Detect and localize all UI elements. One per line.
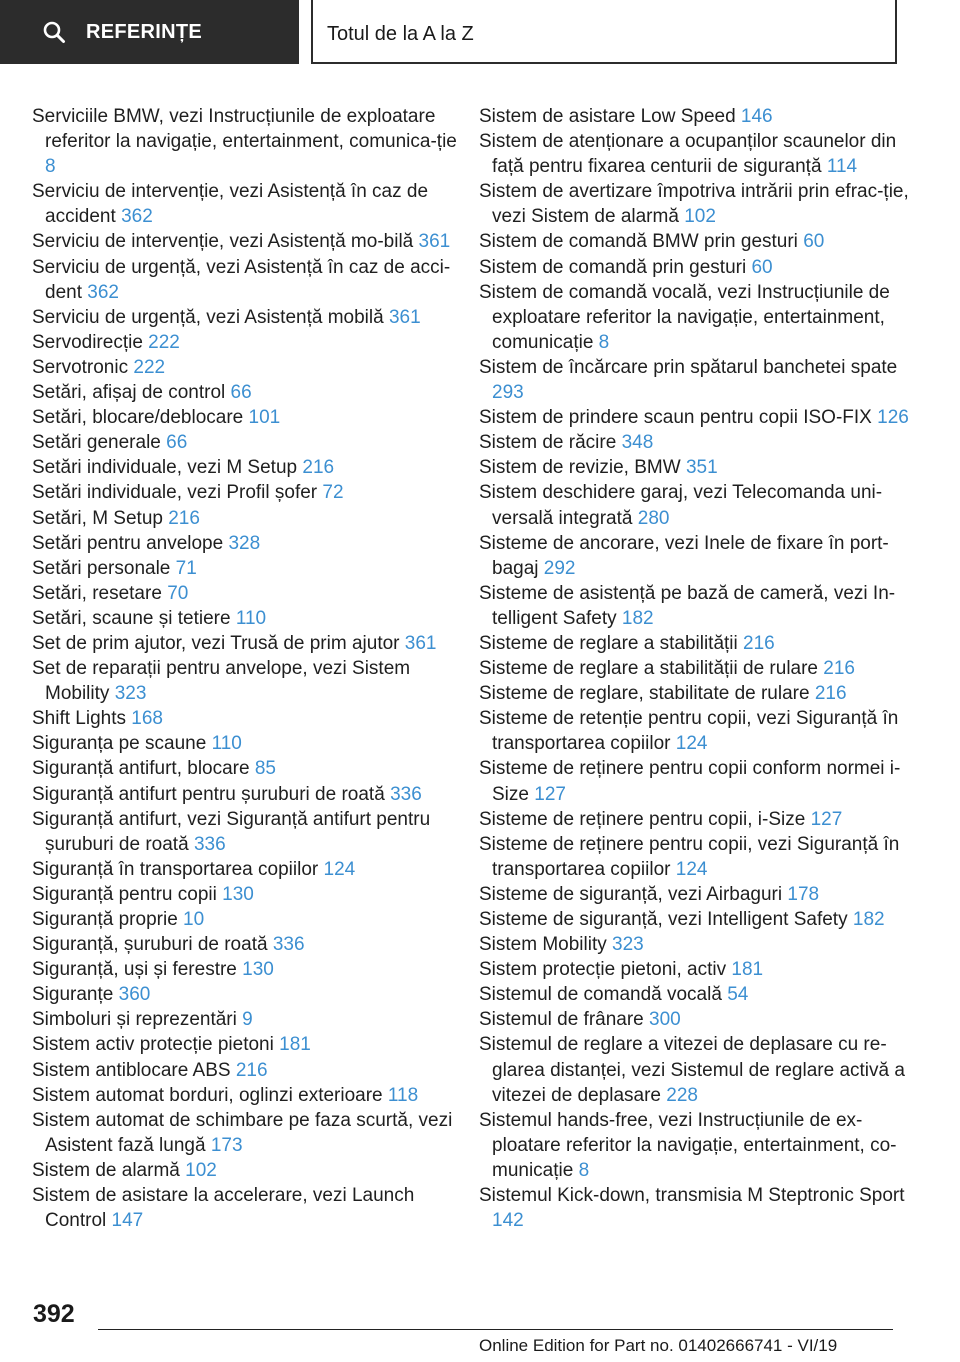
index-entry <box>479 280 909 355</box>
index-entry <box>479 480 909 530</box>
index-entry <box>479 706 909 756</box>
page-reference-link[interactable]: 182 <box>852 909 885 930</box>
page-reference-link[interactable]: 181 <box>279 1034 311 1056</box>
index-entry <box>479 882 909 907</box>
page-reference-link[interactable]: 85 <box>254 758 276 780</box>
page-reference-link[interactable]: 124 <box>675 858 708 880</box>
index-term: Sisteme de asistență pe bază de cameră, vezi In‐telligent Safety <box>479 582 896 629</box>
page-reference-link[interactable]: 222 <box>133 356 166 378</box>
index-term: Sistem de asistare la accelerare, vezi Launch Control <box>32 1185 415 1232</box>
index-entry <box>32 1158 462 1183</box>
page-reference-link[interactable]: 8 <box>45 156 56 178</box>
page-reference-link[interactable]: 66 <box>166 432 188 454</box>
page-reference-link[interactable]: 348 <box>621 432 654 454</box>
page-reference-link[interactable]: 110 <box>211 733 242 755</box>
index-term: Sisteme de siguranță, vezi Airbaguri <box>479 883 783 905</box>
index-entry <box>32 782 462 807</box>
index-term: Setări, scaune și tetiere <box>32 607 231 629</box>
index-term: Setări, afișaj de control <box>32 382 226 404</box>
page-reference-link[interactable]: 328 <box>228 532 261 554</box>
page-reference-link[interactable]: 293 <box>492 382 524 404</box>
page-reference-link[interactable]: 70 <box>167 582 189 604</box>
index-term: Siguranță, uși și ferestre <box>32 959 237 981</box>
search-icon <box>42 20 66 44</box>
page-reference-link[interactable]: 351 <box>685 457 718 479</box>
index-entry <box>32 882 462 907</box>
index-entry <box>32 531 462 556</box>
index-entry <box>32 556 462 581</box>
page-reference-link[interactable]: 114 <box>826 156 858 178</box>
page-reference-link[interactable]: 362 <box>87 281 119 303</box>
index-term: Sistem automat de schimbare pe faza scurtă, vezi Asistent fază lungă <box>32 1109 453 1156</box>
index-entry <box>479 631 909 656</box>
index-term: Siguranță pentru copii <box>32 883 217 905</box>
index-entry <box>479 656 909 681</box>
page-reference-link[interactable]: 168 <box>131 708 163 730</box>
index-term: Sistemul Kick-down, transmisia M Steptronic Sport <box>479 1185 905 1207</box>
index-term: Sisteme de reținere pentru copii, vezi Siguranță în transportarea copiilor <box>479 833 900 880</box>
page-reference-link[interactable]: 336 <box>390 783 422 805</box>
index-entry <box>32 857 462 882</box>
page-reference-link[interactable]: 72 <box>322 482 344 504</box>
index-entry <box>32 706 462 731</box>
index-term: Serviciu de urgență, vezi Asistență în caz de acci‐dent <box>32 256 451 303</box>
index-term: Siguranță antifurt, vezi Siguranță antifurt pentru șuruburi de roată <box>32 808 431 855</box>
index-term: Servotronic <box>32 356 129 378</box>
page-reference-link[interactable]: 146 <box>740 106 773 127</box>
page-reference-link[interactable]: 110 <box>235 607 267 629</box>
page-reference-link[interactable]: 216 <box>814 683 847 705</box>
page-reference-link[interactable]: 360 <box>118 984 151 1006</box>
index-entry <box>32 581 462 606</box>
index-term: Sistem Mobility <box>479 934 607 956</box>
index-term: Sistem de alarmă <box>32 1159 180 1181</box>
index-entry <box>32 480 462 505</box>
page-reference-link[interactable]: 178 <box>787 883 820 905</box>
index-term: Serviciu de intervenție, vezi Asistență în caz de accident <box>32 181 429 228</box>
index-term: Setări individuale, vezi M Setup <box>32 457 298 479</box>
index-term: Sistem de prindere scaun pentru copii ISO‐FIX <box>479 407 872 429</box>
index-term: Sistem deschidere garaj, vezi Telecomanda uni‐versală integrată <box>479 482 883 529</box>
page-reference-link[interactable]: 60 <box>751 256 773 278</box>
index-term: Sistem automat borduri, oglinzi exterioare <box>32 1084 383 1106</box>
index-entry <box>479 1183 909 1233</box>
index-term: Sistem de încărcare prin spătarul banchetei spate <box>479 356 898 378</box>
page-header <box>0 0 960 66</box>
index-term: Siguranță în transportarea copiilor <box>32 858 319 880</box>
index-term: Setări pentru anvelope <box>32 532 224 554</box>
index-term: Sistem de atenționare a ocupanților scaunelor din față pentru fixarea centurii de siguranță <box>479 131 897 178</box>
section-header <box>311 0 897 64</box>
index-entry <box>479 531 909 581</box>
index-entry <box>32 1108 462 1158</box>
index-entry <box>479 957 909 982</box>
index-term: Setări personale <box>32 557 171 579</box>
index-term: Siguranțe <box>32 984 114 1006</box>
index-term: Setări, M Setup <box>32 507 163 529</box>
index-term: Sistem de avertizare împotriva intrării prin efrac‐ție, vezi Sistem de alarmă <box>479 181 909 228</box>
page-reference-link[interactable]: 228 <box>666 1084 698 1106</box>
edition-note: Online Edition for Part no. 01402666741 - VI/19 <box>479 1336 838 1355</box>
index-entry <box>32 430 462 455</box>
index-term: Setări individuale, vezi Profil șofer <box>32 482 318 504</box>
index-entry <box>479 179 909 229</box>
references-tab-label: REFERINȚE <box>86 21 203 43</box>
page-reference-link[interactable]: 323 <box>114 683 147 705</box>
page-reference-link[interactable]: 323 <box>612 934 644 956</box>
index-entry <box>479 681 909 706</box>
index-term: Sisteme de siguranță, vezi Intelligent Safety <box>479 909 848 930</box>
page-reference-link[interactable]: 8 <box>578 1159 590 1181</box>
index-entry <box>479 229 909 254</box>
page-reference-link[interactable]: 102 <box>684 206 716 228</box>
index-term: Sistemul de frânare <box>479 1009 644 1031</box>
page-reference-link[interactable]: 8 <box>598 331 610 353</box>
index-entry <box>479 1032 909 1107</box>
index-term: Sistemul de comandă vocală <box>479 984 722 1006</box>
index-entry <box>479 907 909 932</box>
index-entry <box>32 455 462 480</box>
index-entry <box>32 1083 462 1108</box>
index-term: Serviciu de urgență, vezi Asistență mobilă <box>32 306 384 328</box>
page-reference-link[interactable]: 361 <box>404 632 437 654</box>
index-term: Sistem de răcire <box>479 432 617 454</box>
page-reference-link[interactable]: 361 <box>418 231 451 253</box>
index-entry <box>479 932 909 957</box>
index-entry <box>32 380 462 405</box>
index-term: Sistem de comandă prin gesturi <box>479 256 747 278</box>
index-entry <box>32 506 462 531</box>
index-entry <box>479 756 909 806</box>
index-term: Sisteme de retenție pentru copii, vezi Siguranță în transportarea copiilor <box>479 708 899 755</box>
index-entry <box>479 581 909 631</box>
index-entry <box>32 305 462 330</box>
page-reference-link[interactable]: 173 <box>210 1134 243 1156</box>
index-entry <box>479 355 909 405</box>
page-reference-link[interactable]: 361 <box>388 306 421 328</box>
page-reference-link[interactable]: 127 <box>534 783 566 805</box>
index-term: Sistem de comandă BMW prin gesturi <box>479 231 798 253</box>
index-term: Sistemul hands-free, vezi Instrucțiunile de ex‐ploatare referitor la navigație, entertainment, co‐municație <box>479 1109 897 1181</box>
index-term: Sisteme de ancorare, vezi Inele de fixare în port‐bagaj <box>479 532 889 579</box>
index-term: Serviciile BMW, vezi Instrucțiunile de exploatare referitor la navigație, entertainment, comunica‐ție <box>32 106 457 153</box>
index-term: Setări, blocare/deblocare <box>32 407 244 429</box>
index-term: Siguranța pe scaune <box>32 733 207 755</box>
index-entry <box>32 355 462 380</box>
page-reference-link[interactable]: 216 <box>168 507 200 529</box>
index-entry <box>32 656 462 706</box>
index-column-left <box>32 104 462 1233</box>
index-term: Shift Lights <box>32 708 126 730</box>
page-reference-link[interactable]: 222 <box>148 331 180 353</box>
page-reference-link[interactable]: 300 <box>649 1009 681 1031</box>
index-term: Siguranță proprie <box>32 909 178 930</box>
index-entry <box>479 129 909 179</box>
index-entry <box>32 1007 462 1032</box>
index-entry <box>32 229 462 254</box>
index-term: Sisteme de reglare, stabilitate de rulare <box>479 683 810 705</box>
index-term: Sisteme de reglare a stabilității <box>479 632 738 654</box>
index-entry <box>32 104 462 179</box>
references-tab[interactable] <box>0 0 299 64</box>
index-term: Serviciu de intervenție, vezi Asistență mo‐bilă <box>32 231 414 253</box>
page-reference-link[interactable]: 142 <box>492 1210 524 1232</box>
index-term: Sistem de revizie, BMW <box>479 457 681 479</box>
page-reference-link[interactable]: 280 <box>637 507 670 529</box>
index-entry <box>479 832 909 882</box>
index-entry <box>32 1032 462 1057</box>
index-term: Siguranță antifurt, blocare <box>32 758 250 780</box>
page-reference-link[interactable]: 292 <box>543 557 576 579</box>
index-entry <box>32 982 462 1007</box>
page-reference-link[interactable]: 124 <box>323 858 356 880</box>
index-term: Set de prim ajutor, vezi Trusă de prim ajutor <box>32 632 400 654</box>
index-entry <box>32 756 462 781</box>
page-reference-link[interactable]: 118 <box>387 1084 419 1106</box>
index-entry <box>479 807 909 832</box>
index-entry <box>32 606 462 631</box>
index-term: Servodirecție <box>32 331 143 353</box>
page-reference-link[interactable]: 66 <box>230 382 252 404</box>
page-reference-link[interactable]: 216 <box>743 632 775 654</box>
index-term: Sistem de asistare Low Speed <box>479 106 736 127</box>
index-entry <box>479 1007 909 1032</box>
index-entry <box>479 455 909 480</box>
index-term: Sisteme de reținere pentru copii, i-Size <box>479 808 806 830</box>
page-reference-link[interactable]: 216 <box>235 1059 268 1081</box>
index-term: Sistem antiblocare ABS <box>32 1059 231 1081</box>
index-entry <box>479 982 909 1007</box>
index-entry <box>32 1183 462 1233</box>
page-reference-link[interactable]: 101 <box>248 407 281 429</box>
page-reference-link[interactable]: 124 <box>675 733 708 755</box>
index-entry <box>32 932 462 957</box>
page-reference-link[interactable]: 130 <box>222 883 254 905</box>
index-entry <box>32 330 462 355</box>
index-entry <box>32 1058 462 1083</box>
index-term: Simboluri și reprezentări <box>32 1009 237 1031</box>
index-term: Sistem protecție pietoni, activ <box>479 959 727 981</box>
index-term: Sisteme de reglare a stabilității de rulare <box>479 658 819 680</box>
index-term: Sistem activ protecție pietoni <box>32 1034 274 1056</box>
index-entry <box>32 255 462 305</box>
page-reference-link[interactable]: 60 <box>803 231 825 253</box>
page-reference-link[interactable]: 127 <box>810 808 843 830</box>
index-term: Sistemul de reglare a vitezei de deplasare cu re‐glarea distanței, vezi Sistemul de reglare activă a vitezei de deplasare <box>479 1034 905 1106</box>
page-reference-link[interactable]: 126 <box>877 407 909 429</box>
index-term: Setări, resetare <box>32 582 162 604</box>
index-entry <box>32 405 462 430</box>
page-reference-link[interactable]: 71 <box>175 557 197 579</box>
page-reference-link[interactable]: 216 <box>823 658 855 680</box>
section-title: Totul de la A la Z <box>327 23 474 45</box>
page-reference-link[interactable]: 182 <box>621 607 654 629</box>
index-term: Siguranță antifurt pentru șuruburi de roată <box>32 783 385 805</box>
page-reference-link[interactable]: 362 <box>121 206 153 228</box>
index-entry <box>32 179 462 229</box>
page-reference-link[interactable]: 54 <box>727 984 749 1006</box>
page-reference-link[interactable]: 130 <box>242 959 274 981</box>
index-entry <box>479 430 909 455</box>
page-reference-link[interactable]: 336 <box>193 833 226 855</box>
index-term: Set de reparații pentru anvelope, vezi Sistem Mobility <box>32 658 411 705</box>
index-entry <box>479 405 909 430</box>
index-entry <box>32 631 462 656</box>
page-reference-link[interactable]: 336 <box>272 934 305 956</box>
index-term: Siguranță, șuruburi de roată <box>32 934 268 956</box>
page-reference-link[interactable]: 216 <box>302 457 335 479</box>
page-reference-link[interactable]: 181 <box>731 959 764 981</box>
page-reference-link[interactable]: 9 <box>242 1009 253 1031</box>
page-reference-link[interactable]: 147 <box>111 1210 144 1232</box>
index-entry <box>32 907 462 932</box>
index-term: Sistem de comandă vocală, vezi Instrucțiunile de exploatare referitor la navigație, entertainment, comunicație <box>479 281 890 353</box>
page-reference-link[interactable]: 102 <box>185 1159 217 1181</box>
footer-divider <box>98 1329 893 1330</box>
index-entry <box>32 731 462 756</box>
page-reference-link[interactable]: 10 <box>183 909 205 930</box>
index-entry <box>32 957 462 982</box>
index-entry <box>479 1108 909 1183</box>
index-term: Sisteme de reținere pentru copii conform normei i-Size <box>479 758 901 805</box>
index-column-right <box>479 104 909 1233</box>
index-entry <box>479 255 909 280</box>
index-entry <box>32 807 462 857</box>
index-term: Setări generale <box>32 432 161 454</box>
page-number: 392 <box>33 1300 75 1328</box>
index-entry <box>479 104 909 129</box>
